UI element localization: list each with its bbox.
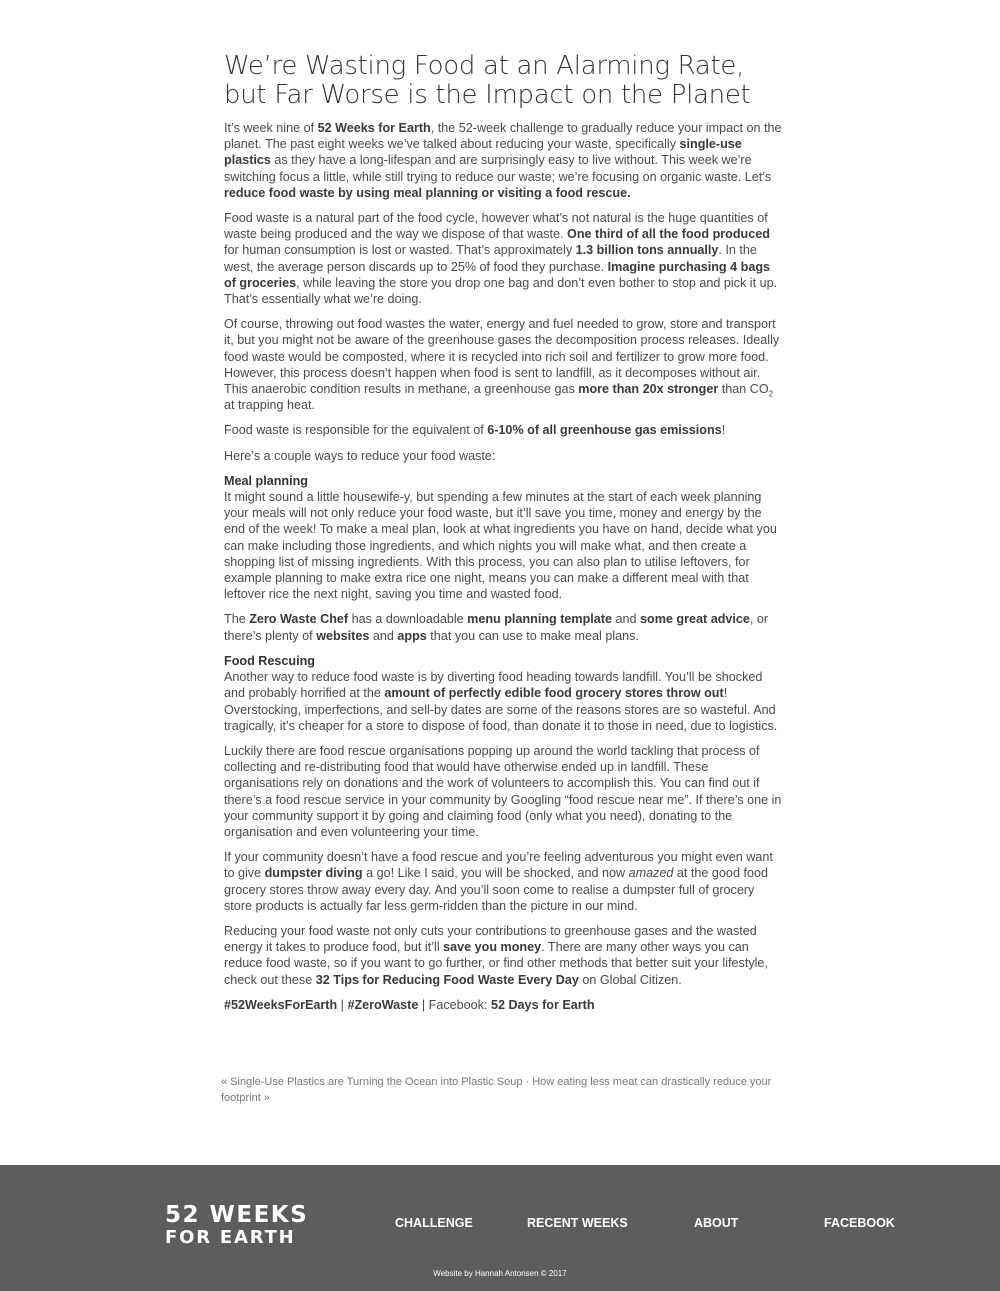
site-credit: Website by Hannah Antonsen © 2017 bbox=[433, 1269, 567, 1278]
bold-text[interactable]: apps bbox=[397, 628, 427, 643]
paragraph-greenhouse-gases bbox=[224, 316, 784, 413]
bold-text[interactable]: Imagine purchasing 4 bags of groceries bbox=[224, 259, 771, 290]
section-food-rescuing bbox=[224, 653, 784, 734]
paragraph-dumpster-diving bbox=[224, 849, 784, 914]
bold-text[interactable]: amount of perfectly edible food grocery stores throw out bbox=[384, 686, 724, 701]
text-run: and bbox=[612, 612, 641, 627]
bold-text[interactable]: #52WeeksForEarth bbox=[224, 997, 338, 1012]
bold-text[interactable]: single-use plastics bbox=[224, 137, 742, 168]
text-run: at the good food grocery stores throw away every day. And you’ll soon come to realise a dumpster full of grocery store products is actually far less germ-ridden than the picture in our mind. bbox=[224, 866, 768, 913]
bold-text[interactable]: menu planning template bbox=[467, 612, 612, 627]
bold-text[interactable]: 1.3 billion tons annually bbox=[575, 243, 719, 258]
text-run: | bbox=[337, 997, 348, 1012]
text-run: a go! Like I said, you will be shocked, and now bbox=[362, 866, 629, 881]
text-run: ! Overstocking, imperfections, and sell-by dates are some of the reasons stores are so wasteful. And tragically, it’s cheaper for a store to dispose of food, than donate it to those in need, due to logistics. bbox=[224, 686, 778, 733]
text-run: If your community doesn’t have a food rescue and you’re feeling adventurous you might even want to give bbox=[224, 850, 773, 881]
bold-text[interactable]: 52 Weeks for Earth bbox=[317, 121, 431, 135]
logo-line-1: 52 WEEKS bbox=[165, 1202, 309, 1228]
text-run: Another way to reduce food waste is by diverting food heading towards landfill. You’ll be shocked and probably horrified at the bbox=[224, 670, 763, 701]
paragraph-rescue-organisations bbox=[224, 743, 784, 840]
bold-text[interactable]: Zero Waste Chef bbox=[249, 612, 349, 627]
article bbox=[224, 52, 784, 1022]
paragraph-conclusion bbox=[224, 923, 784, 988]
bold-text[interactable]: 6-10% of all greenhouse gas emissions bbox=[487, 423, 722, 438]
text-run: . There are many other ways you can reduce food waste, so if you want to go further, or find other methods that better suit your lifestyle, check out these bbox=[224, 940, 768, 987]
text-run: It’s week nine of bbox=[224, 121, 318, 135]
paragraph-emissions bbox=[224, 422, 784, 438]
text-run: that you can use to make meal plans. bbox=[426, 628, 639, 643]
text-run: . In the west, the average person discards up to 25% of food they purchase. bbox=[224, 243, 757, 274]
bold-text[interactable]: One third of all the food produced bbox=[567, 227, 770, 242]
text-run: Food waste is responsible for the equivalent of bbox=[224, 423, 488, 438]
food-rescuing-text bbox=[224, 670, 777, 733]
meal-planning-heading: Meal planning bbox=[224, 473, 308, 488]
bold-text[interactable]: websites bbox=[316, 628, 370, 643]
site-footer bbox=[0, 1165, 1000, 1291]
text-run: Reducing your food waste not only cuts your contributions to greenhouse gases and the wasted energy it takes to produce food, but it’ll bbox=[224, 923, 757, 955]
meal-planning-text bbox=[224, 490, 777, 601]
italic-text: amazed bbox=[628, 866, 674, 881]
nav-about[interactable]: ABOUT bbox=[694, 1216, 739, 1230]
bold-text[interactable]: more than 20x stronger bbox=[578, 382, 719, 397]
text-run: , while leaving the store you drop one bag and don’t even bother to stop and pick it up. That’s essentially what we’re doing. bbox=[224, 275, 778, 307]
text-run: on Global Citizen. bbox=[578, 972, 682, 987]
bold-text[interactable]: 32 Tips for Reducing Food Waste Every Day bbox=[315, 972, 579, 987]
text-run: has a downloadable bbox=[348, 612, 468, 627]
nav-challenge[interactable]: CHALLENGE bbox=[395, 1216, 473, 1230]
text-run: | Facebook: bbox=[418, 997, 491, 1012]
nav-recent-weeks[interactable]: RECENT WEEKS bbox=[527, 1216, 628, 1230]
bold-text[interactable]: 52 Days for Earth bbox=[490, 997, 595, 1012]
logo-line-2: FOR EARTH bbox=[165, 1227, 296, 1248]
bold-text[interactable]: reduce food waste by using meal planning or visiting a food rescue. bbox=[224, 185, 631, 200]
text-run: as they have a long-lifespan and are surprisingly easy to live without. This week we’re switching focus a little, while still trying to reduce our waste; we’re focusing on organic waste. Let’s bbox=[224, 153, 772, 184]
previous-post-link[interactable]: « Single-Use Plastics are Turning the Ocean into Plastic Soup bbox=[221, 1076, 523, 1088]
text-run: Food waste is a natural part of the food cycle, however what’s not natural is the huge quantities of waste being produced and the way we dispose of that waste. bbox=[224, 211, 768, 242]
bold-text[interactable]: some great advice bbox=[640, 612, 750, 627]
text-run: and bbox=[369, 628, 398, 643]
text-run: Luckily there are food rescue organisations popping up around the world tackling that process of collecting and re-distributing food that would have otherwise ended up in landfill. These organisations rely on donations and the work of volunteers to accomplish this. You can find out if there’s a food rescue service in your community by Googling “food rescue near me”. If there’s one in your community support it by going and claiming food (only what you need), donating to the organisation and even volunteering your time. bbox=[224, 743, 782, 839]
article-title: We’re Wasting Food at an Alarming Rate, but Far Worse is the Impact on the Planet bbox=[224, 51, 751, 110]
bold-text[interactable]: #ZeroWaste bbox=[347, 997, 419, 1012]
post-navigation bbox=[221, 1074, 781, 1106]
bold-text[interactable]: dumpster diving bbox=[264, 866, 363, 881]
post-nav-separator: · bbox=[522, 1076, 533, 1088]
paragraph-meal-resources bbox=[224, 611, 784, 643]
text-run: for human consumption is lost or wasted. That’s approximately bbox=[224, 243, 576, 258]
paragraph-food-waste-facts bbox=[224, 210, 784, 307]
text-run: The bbox=[224, 612, 250, 627]
paragraph-hashtags bbox=[224, 997, 784, 1013]
section-meal-planning bbox=[224, 473, 784, 603]
paragraph-ways-intro bbox=[224, 448, 784, 464]
text-run: Of course, throwing out food wastes the water, energy and fuel needed to grow, store and transport it, but you might not be aware of the greenhouse gases the decomposition process releases. Ideally food waste would be composted, where it is recycled into rich soil and fertilizer to grow more food. However, this process doesn’t happen when food is sent to landfill, as it decomposes without air. This anaerobic condition results in methane, a greenhouse gas bbox=[224, 317, 780, 397]
nav-facebook[interactable]: FACEBOOK bbox=[824, 1216, 895, 1230]
next-post-link[interactable]: How eating less meat can drastically reduce your footprint » bbox=[221, 1076, 772, 1104]
text-run: at trapping heat. bbox=[224, 398, 316, 413]
text-run: than CO bbox=[718, 382, 769, 397]
text-run: , the 52-week challenge to gradually reduce your impact on the planet. The past eight weeks we’ve talked about reducing your waste, specifically bbox=[224, 121, 782, 152]
text-run: ! bbox=[721, 423, 726, 438]
text-run: Here’s a couple ways to reduce your food waste: bbox=[224, 448, 496, 463]
food-rescuing-heading: Food Rescuing bbox=[224, 653, 315, 668]
text-run: It might sound a little housewife-y, but spending a few minutes at the start of each week planning your meals will not only reduce your food waste, but it’ll save you time, money and energy by the end of the week! To make a meal plan, look at what ingredients you have on hand, decide what you can make including those ingredients, and which nights you will make what, and then create a shopping list of missing ingredients. With this process, you can also plan to utilise leftovers, for example planning to make extra rice one night, means you can make a different meal with that leftover rice the next night, saving you time and wasted food. bbox=[224, 490, 777, 602]
text-run: , or there’s plenty of bbox=[224, 612, 769, 643]
site-logo[interactable] bbox=[165, 1203, 308, 1249]
subscript-text: 2 bbox=[768, 389, 774, 399]
paragraph-intro bbox=[224, 120, 784, 201]
bold-text[interactable]: save you money bbox=[443, 940, 542, 955]
